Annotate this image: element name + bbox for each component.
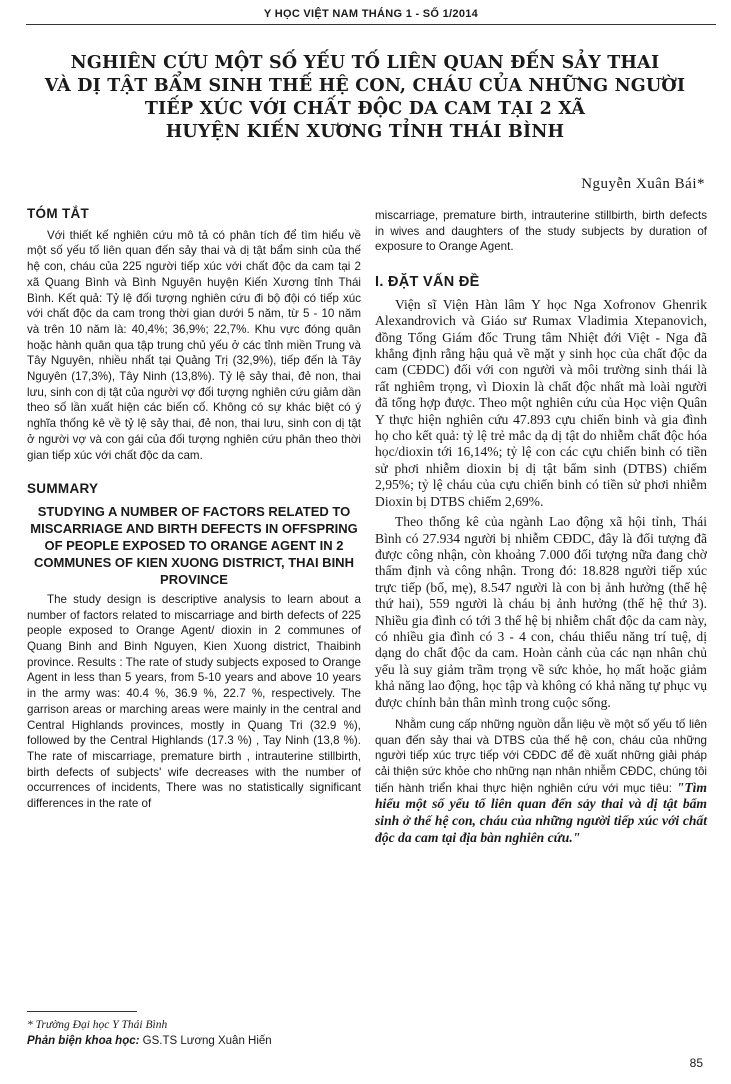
footnote: [27, 1017, 361, 1049]
author: Nguyễn Xuân Bái*: [581, 176, 705, 192]
section-1-paragraph-3: [375, 717, 707, 847]
summary-title: STUDYING A NUMBER OF FACTORS RELATED TO MISCARRIAGE AND BIRTH DEFECTS IN OFFSPRING OF PEOPLE EXPOSED TO ORANGE AGENT IN 2 COMMUNES OF KIEN XUONG DISTRICT, THAI BINH PROVINCE: [30, 503, 358, 587]
section-1-paragraph-3-text: Nhằm cung cấp những nguồn dẫn liệu về một số yếu tố liên quan đến sảy thai và DTBS của thế hệ con, cháu của những người tiếp xúc trực tiếp với CĐDC để đề xuất những giải pháp cải thiện sức khỏe cho những nạn nhân nhiễm CĐDC, chúng tôi tiến hành triển khai thực hiện nghiên cứu với mục tiêu:: [375, 717, 707, 795]
reviewer-label: Phản biện khoa học:: [27, 1035, 140, 1047]
abstract-heading: TÓM TẮT: [27, 206, 90, 221]
abstract-text: Với thiết kế nghiên cứu mô tả có phân tích để tìm hiểu về một số yếu tố liên quan đến sảy thai và dị tật bẩm sinh của thế hệ con, cháu của 225 người tiếp xúc với chất độc da cam tại 2 xã Quang Bình và Bình Nguyên huyện Kiến Xương tỉnh Thái Bình. Kết quả: Tỷ lệ đối tượng nghiên cứu đi bộ đội có tiếp xúc với chất độc da cam trong thời gian dưới 5 năm, từ 5 - 10 năm và trên 10 năm là: 40,4%; 36,9%; 22,7%. Khu vực đóng quân hoặc hành quân qua tập trung chủ yếu ở các tỉnh miền Trung và Tây Nguyên, nhiều nhất tại Quảng Trị (32,9%), tiếp đến là Tây Nguyên (17,3%), Tây Ninh (13,8%). Tỷ lệ sảy thai, đẻ non, thai lưu, sinh con dị tật của người vợ đối tượng nghiên cứu giảm dần theo số lần xuất hiện các biến cố. Không có sự khác biệt có ý nghĩa thống kê về tỷ lệ sảy thai, đẻ non, thai lưu, sinh con dị tật ở người vợ và con gái của đối tượng nghiên cứu phân theo thời gian tiếp xúc với chất độc da cam.: [27, 228, 361, 462]
right-column: [375, 208, 707, 847]
title-line-3: TIẾP XÚC VỚI CHẤT ĐỘC DA CAM TẠI 2 XÃ: [144, 99, 586, 119]
summary-text: The study design is descriptive analysis to learn about a number of factors related to miscarriage and birth defects of 225 people exposed to Orange Agent/ dioxin in 2 communes of Quang Binh and Binh Nguyen, Kien Xuong district, Thaibinh province. Results : The rate of study subjects exposed to Orange Agent in less than 5 years, from 5-10 years and above 10 years in the army was: 40.4 %, 36.9 %, 22.7 %, respectively. The garrison areas or marching areas were mainly in the central and Central Highlands provinces, mostly in Quang Tri (32.9 %), followed by the Central Highlands (17.3 %) , Tay Ninh (13,8 %). The rate of miscarriage, premature birth , intrauterine stillbirth, birth defects of subjects' wife decreases with the number of occurrences of incidents, There was no statistically significant differences in the rate of: [27, 592, 361, 811]
reviewer-line: [27, 1033, 361, 1049]
research-objective: "Tìm hiểu một số yếu tố liên quan đến sảy thai và dị tật bẩm sinh ở thế hệ con, cháu của những người tiếp xúc với chất độc da cam tại địa bàn nghiên cứu.": [375, 779, 707, 845]
section-1-paragraph-1: Viện sĩ Viện Hàn lâm Y học Nga Xofronov Ghenrik Alexandrovich và Giáo sư Rumax Vladimia Xtepanovich, đồng Tổng Giám đốc Trung tâm Nhiệt đới Việt - Nga đã khẳng định rằng hậu quả về mặt y sinh học của chất độc da cam (CĐDC) đối với con người và môi trường sinh thái là rất nghiêm trọng, vì Dioxin là chất độc nhất mà loài người đã tổng hợp được. Theo một nghiên cứu của Học viện Quân Y thực hiện nghiên cứu 47.893 cựu chiến binh và gia đình họ cho kết quả: tỷ lệ trẻ mắc dạ dị tật do nhiễm chất độc hóa học/dioxin tới 16,14%; tỷ lệ con các cựu chiến binh có tiền sử phơi nhiễm dioxin bị dị tật bẩm sinh (DTBS) chiếm 2,95%; tỷ lệ cháu của cựu chiến binh có tiền sử phơi nhiễm Dioxin bị DTBS chiếm 2,69%.: [375, 296, 707, 509]
summary-text-continued: miscarriage, premature birth, intrauterine stillbirth, birth defects in wives and daughters of the study subjects by duration of exposure to Orange Agent.: [375, 209, 707, 254]
journal-header: Y HỌC VIỆT NAM THÁNG 1 - SỐ 1/2014: [26, 8, 716, 25]
title-line-2: VÀ DỊ TẬT BẨM SINH THẾ HỆ CON, CHÁU CỦA NHỮNG NGƯỜI: [44, 76, 686, 96]
page-number: 85: [689, 1056, 703, 1070]
section-1-paragraph-2: Theo thống kê của ngành Lao động xã hội tỉnh, Thái Bình có 27.934 người bị nhiễm CĐDC, đây là đối tượng đã được công nhận, còn khoảng 7.000 đối tượng nữa đang chờ thẩm định và công nhận. Trong đó: 18.828 người tiếp xúc trực tiếp (bố, mẹ), 8.547 người là con bị ảnh hưởng (thế hệ thứ hai), 559 người là cháu bị ảnh hưởng (thế hệ thứ 3). Nhiều gia đình có tới 3 thế hệ bị nhiễm chất độc da cam này, có nhiều gia đình có 3 - 4 con, cháu thiểu năng trí tuệ, dị dạng do chất độc da cam. Hoàn cảnh của các nạn nhân chủ yếu là suy giảm trầm trọng về sức khỏe, họ mất hoặc giảm khả năng lao động, học tập và không có khả năng tự phục vụ được chính bản thân mình trong cuộc sống.: [375, 514, 707, 710]
reviewer-name: GS.TS Lương Xuân Hiến: [139, 1035, 272, 1047]
summary-heading: SUMMARY: [27, 481, 99, 497]
author-affiliation: * Trường Đại học Y Thái Bình: [27, 1019, 168, 1031]
section-1-heading: I. ĐẶT VẤN ĐỀ: [375, 274, 480, 291]
footnote-divider: [27, 1011, 137, 1012]
title-line-4: HUYỆN KIẾN XƯƠNG TỈNH THÁI BÌNH: [165, 122, 565, 142]
left-column: [27, 206, 361, 812]
title-line-1: NGHIÊN CỨU MỘT SỐ YẾU TỐ LIÊN QUAN ĐẾN SẢY THAI: [70, 53, 660, 73]
article-title: [40, 52, 690, 144]
